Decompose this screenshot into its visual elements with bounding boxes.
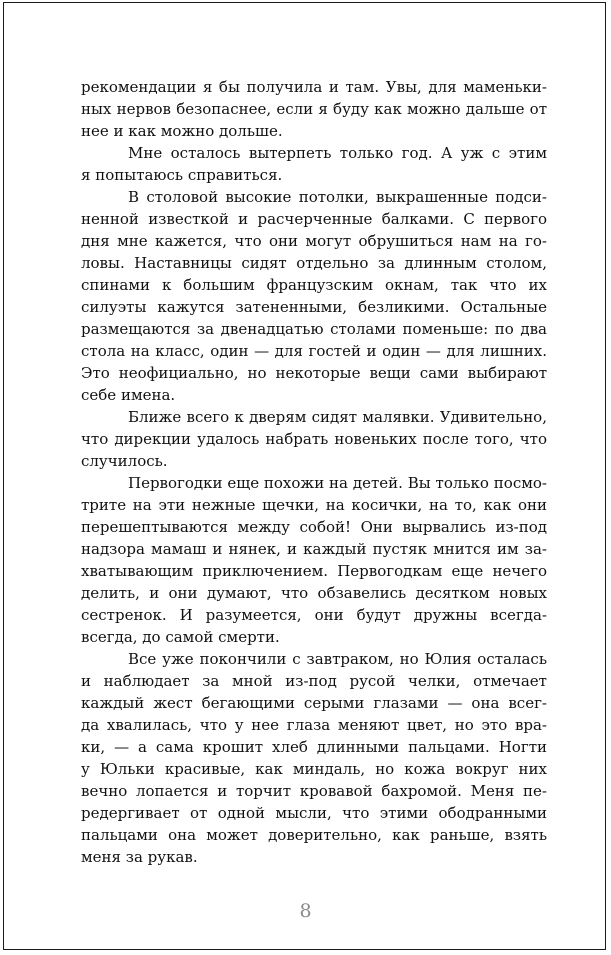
paragraph xyxy=(81,186,547,406)
text-line: силуэты кажутся затененными, безликими. Остальные xyxy=(81,298,547,316)
text-line: что дирекции удалось набрать новеньких после того, что xyxy=(81,430,547,448)
text-line: стола на класс, один — для гостей и один — для лишних. xyxy=(81,342,547,360)
text-line: спинами к большим французским окнам, так что их xyxy=(81,276,547,294)
paragraph xyxy=(81,648,547,868)
paragraph xyxy=(81,406,547,472)
text-line: случилось. xyxy=(81,452,168,470)
text-line: меня за рукав. xyxy=(81,848,198,866)
text-line: ных нервов безопаснее, если я буду как можно дальше от xyxy=(81,100,547,118)
text-line: да хвалилась, что у нее глаза меняют цвет, но это вра- xyxy=(81,716,547,734)
paragraph xyxy=(81,472,547,648)
text-line: хватывающим приключением. Первогодкам еще нечего xyxy=(81,562,547,580)
body-text xyxy=(81,76,547,868)
text-line: рекомендации я бы получила и там. Увы, для маменьки- xyxy=(81,78,547,96)
text-line: ловы. Наставницы сидят отдельно за длинным столом, xyxy=(81,254,547,272)
text-line: трите на эти нежные щечки, на косички, на то, как они xyxy=(81,496,547,514)
text-line: Мне осталось вытерпеть только год. А уж с этим xyxy=(128,144,547,162)
text-line: нее и как можно дольше. xyxy=(81,122,283,140)
text-line: пальцами она может доверительно, как раньше, взять xyxy=(81,826,547,844)
text-line: Это неофициально, но некоторые вещи сами выбирают xyxy=(81,364,547,382)
paragraph xyxy=(81,76,547,142)
text-line: вечно лопается и торчит кровавой бахромой. Меня пе- xyxy=(81,782,547,800)
text-line: всегда, до самой смерти. xyxy=(81,628,280,646)
page-number: 8 xyxy=(299,900,312,922)
text-line: ки, — а сама крошит хлеб длинными пальцами. Ногти xyxy=(81,738,547,756)
text-line: и наблюдает за мной из-под русой челки, отмечает xyxy=(81,672,547,690)
text-line: дня мне кажется, что они могут обрушиться нам на го- xyxy=(81,232,547,250)
text-line: я попытаюсь справиться. xyxy=(81,166,283,184)
text-line: Все уже покончили с завтраком, но Юлия осталась xyxy=(128,650,547,668)
text-line: Первогодки еще похожи на детей. Вы только посмо- xyxy=(128,474,547,492)
text-line: надзора мамаш и нянек, и каждый пустяк мнится им за- xyxy=(81,540,547,558)
text-line: у Юльки красивые, как миндаль, но кожа вокруг них xyxy=(81,760,547,778)
text-line: сестренок. И разумеется, они будут дружны всегда- xyxy=(81,606,547,624)
text-line: перешептываются между собой! Они вырвались из-под xyxy=(81,518,547,536)
text-line: делить, и они думают, что обзавелись десятком новых xyxy=(81,584,547,602)
text-line: ненной известкой и расчерченные балками. С первого xyxy=(81,210,547,228)
text-line: размещаются за двенадцатью столами поменьше: по два xyxy=(81,320,547,338)
text-line: каждый жест бегающими серыми глазами — она всег- xyxy=(81,694,547,712)
text-line: редергивает от одной мысли, что этими ободранными xyxy=(81,804,547,822)
paragraph xyxy=(81,142,547,186)
text-line: себе имена. xyxy=(81,386,176,404)
text-line: Ближе всего к дверям сидят малявки. Удивительно, xyxy=(128,408,547,426)
text-line: В столовой высокие потолки, выкрашенные подси- xyxy=(128,188,547,206)
